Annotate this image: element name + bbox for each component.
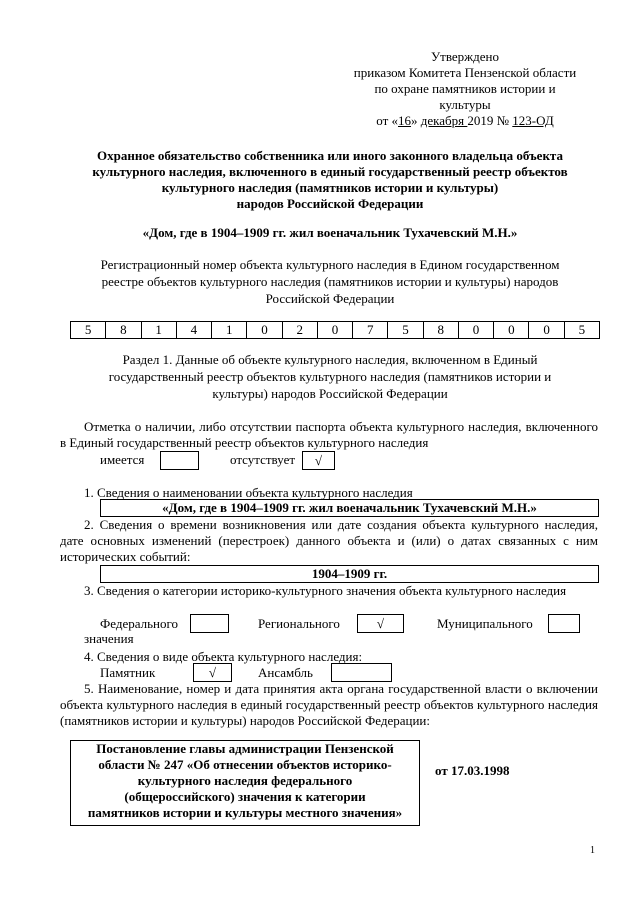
section-1-heading: Раздел 1. Данные об объекте культурного наследия, включенном в Единый государственный реестр объектов культурного наследия (памятников истории и культуры) народов Российской Федерации <box>108 352 552 401</box>
item-1-label: 1. Сведения о наименовании объекта культурного наследия <box>84 485 413 500</box>
act-name-box: Постановление главы администрации Пензенской области № 247 «Об отнесении объектов историко- культурного наследия федерального (общероссийского) значения к категории памятников истории и культуры местного значения» <box>70 740 420 826</box>
registration-digit: 8 <box>106 322 141 338</box>
item-2-label: 2. Сведения о времени возникновения или дате создания объекта культурного наследия, дате основных изменений (перестроек) данного объекта и (или) о датах связанных с ним исторических событий: <box>60 517 598 564</box>
page-number: 1 <box>590 845 595 856</box>
approval-line: культуры <box>439 97 491 112</box>
item-4-label: 4. Сведения о виде объекта культурного наследия: <box>84 649 363 664</box>
registration-digit: 2 <box>283 322 318 338</box>
category-municipal-checkbox[interactable] <box>548 614 580 633</box>
category-regional-label: Регионального <box>258 616 340 631</box>
registration-digit: 0 <box>529 322 564 338</box>
registration-digit: 0 <box>459 322 494 338</box>
registration-digit: 0 <box>247 322 282 338</box>
item-5-label: 5. Наименование, номер и дата принятия акта органа государственной власти о включении объекта культурного наследия в единый государственный реестр объектов культурного наследия (памятников истории и культуры) народов Российской Федерации: <box>60 681 598 728</box>
registration-digit: 4 <box>177 322 212 338</box>
registration-digit: 0 <box>494 322 529 338</box>
approval-line: приказом Комитета Пензенской области <box>353 65 577 80</box>
registration-heading: Регистрационный номер объекта культурного наследия в Едином государственном реестре объектов культурного наследия (памятников истории и культуры) народов Российской Федерации <box>100 257 560 306</box>
type-monument-checkbox[interactable]: √ <box>193 663 232 682</box>
item-1-value: «Дом, где в 1904–1909 гг. жил военачальник Тухачевский М.Н.» <box>100 499 599 517</box>
category-tail: значения <box>84 631 134 646</box>
approval-block <box>330 49 600 129</box>
object-name-heading: «Дом, где в 1904–1909 гг. жил военачальник Тухачевский М.Н.» <box>142 225 518 240</box>
passport-absent-label: отсутствует <box>230 452 296 467</box>
passport-has-checkbox[interactable] <box>160 451 199 470</box>
document-title: Охранное обязательство собственника или иного законного владельца объекта культурного наследия, включенного в единый государственный реестр объектов культурного наследия (памятников истории и культуры) народов Российской Федерации <box>92 148 568 211</box>
approval-line: по охране памятников истории и <box>374 81 556 96</box>
approval-day: 16 <box>398 113 412 128</box>
approval-month: декабря <box>420 113 468 128</box>
registration-digit: 1 <box>142 322 177 338</box>
category-federal-checkbox[interactable] <box>190 614 229 633</box>
type-ensemble-checkbox[interactable] <box>331 663 392 682</box>
approval-order-number: 123-ОД <box>512 113 554 128</box>
passport-text: Отметка о наличии, либо отсутствии паспорта объекта культурного наследия, включенного в Единый государственный реестр объектов культурного наследия <box>60 419 598 450</box>
item-2-value: 1904–1909 гг. <box>100 565 599 583</box>
act-date: от 17.03.1998 <box>435 763 510 778</box>
approval-date: от «16» декабря 2019 № 123-ОД <box>376 113 554 128</box>
passport-absent-checkbox[interactable]: √ <box>302 451 335 470</box>
approval-title: Утверждено <box>430 49 500 64</box>
registration-digit: 5 <box>578 322 586 337</box>
registration-digit: 5 <box>388 322 423 338</box>
category-municipal-label: Муниципального <box>437 616 533 631</box>
passport-has-label: имеется <box>100 452 145 467</box>
item-3-label: 3. Сведения о категории историко-культурного значения объекта культурного наследия <box>84 583 567 598</box>
registration-digit: 0 <box>318 322 353 338</box>
category-federal-label: Федерального <box>100 616 179 631</box>
category-regional-checkbox[interactable]: √ <box>357 614 404 633</box>
registration-digit: 1 <box>212 322 247 338</box>
type-ensemble-label: Ансамбль <box>258 665 313 680</box>
registration-digit: 7 <box>353 322 388 338</box>
registration-digit: 5 <box>71 322 106 338</box>
registration-digit: 8 <box>424 322 459 338</box>
type-monument-label: Памятник <box>100 665 156 680</box>
registration-number-grid <box>70 321 600 339</box>
